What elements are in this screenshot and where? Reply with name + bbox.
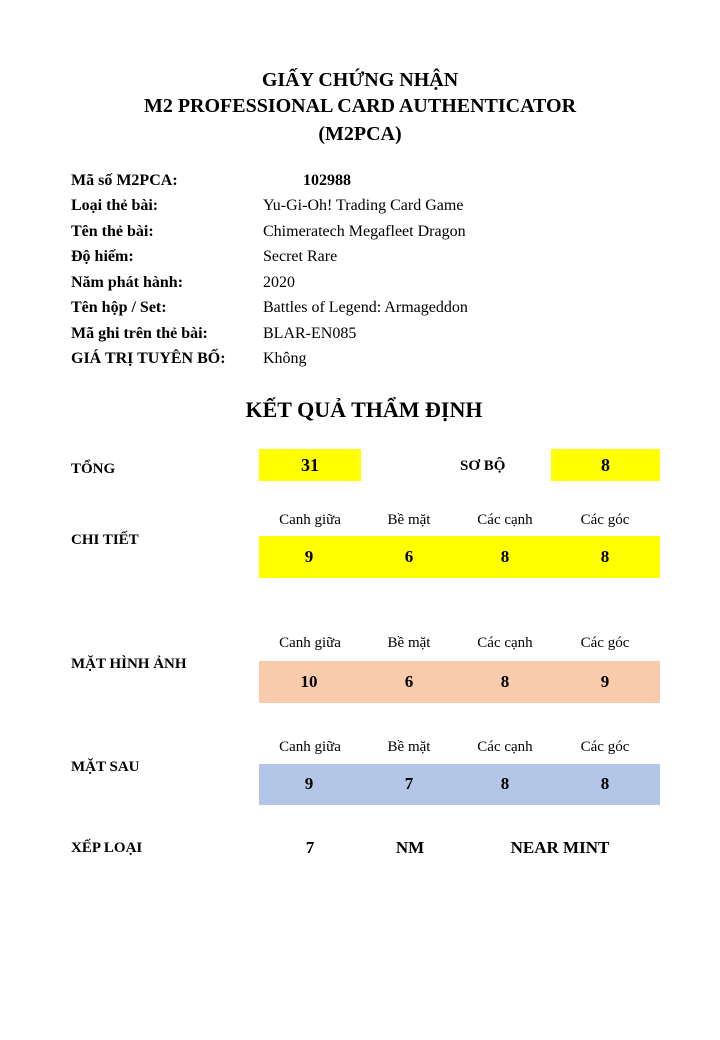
back-label: MẶT SAU xyxy=(71,759,140,775)
total-label: TỔNG xyxy=(71,461,116,477)
col-head-corners: Các góc xyxy=(580,512,630,528)
detail-surface-value: 6 xyxy=(404,547,414,566)
grade-text: NEAR MINT xyxy=(510,838,610,857)
info-label-rarity: Độ hiếm: xyxy=(71,248,134,265)
detail-edges-value: 8 xyxy=(500,547,510,566)
prelim-value-box xyxy=(551,449,660,481)
info-label-year: Năm phát hành: xyxy=(71,274,184,291)
back-surface-value: 7 xyxy=(404,774,414,793)
col-head-edges: Các cạnh xyxy=(477,739,533,755)
back-edges-value: 8 xyxy=(500,774,510,793)
col-head-corners: Các góc xyxy=(580,635,630,651)
info-value-game: Yu-Gi-Oh! Trading Card Game xyxy=(263,197,464,214)
col-head-centering: Canh giữa xyxy=(279,512,341,528)
info-value-card-name: Chimeratech Megafleet Dragon xyxy=(263,223,466,240)
prelim-label: SƠ BỘ xyxy=(460,458,506,474)
col-head-surface: Bề mặt xyxy=(387,739,431,755)
col-head-corners: Các góc xyxy=(580,739,630,755)
grade-number: 7 xyxy=(305,838,315,857)
info-value-code: 102988 xyxy=(303,172,351,189)
col-head-edges: Các cạnh xyxy=(477,512,533,528)
info-label-code: Mã số M2PCA: xyxy=(71,172,178,189)
info-label-card-code: Mã ghi trên thẻ bài: xyxy=(71,325,208,342)
info-value-set: Battles of Legend: Armageddon xyxy=(263,299,468,316)
result-title: KẾT QUẢ THẨM ĐỊNH xyxy=(245,397,483,422)
detail-label: CHI TIẾT xyxy=(71,532,139,548)
grade-abbr: NM xyxy=(395,838,425,857)
info-value-card-code: BLAR-EN085 xyxy=(263,325,357,342)
prelim-value: 8 xyxy=(601,454,610,475)
front-label: MẶT HÌNH ẢNH xyxy=(71,656,187,672)
info-label-set: Tên hộp / Set: xyxy=(71,299,167,316)
detail-centering-value: 9 xyxy=(304,547,314,566)
col-head-centering: Canh giữa xyxy=(279,739,341,755)
total-value: 31 xyxy=(301,454,319,475)
front-edges-value: 8 xyxy=(500,672,510,691)
col-head-edges: Các cạnh xyxy=(477,635,533,651)
certificate-title: GIẤY CHỨNG NHẬN xyxy=(261,69,459,91)
back-corners-value: 8 xyxy=(600,774,610,793)
col-head-surface: Bề mặt xyxy=(387,512,431,528)
info-label-card-name: Tên thẻ bài: xyxy=(71,223,154,240)
col-head-surface: Bề mặt xyxy=(387,635,431,651)
front-centering-value: 10 xyxy=(300,672,318,691)
back-centering-value: 9 xyxy=(304,774,314,793)
authenticator-abbr: (M2PCA) xyxy=(318,123,402,145)
col-head-centering: Canh giữa xyxy=(279,635,341,651)
grade-label: XẾP LOẠI xyxy=(71,840,143,856)
detail-corners-value: 8 xyxy=(600,547,610,566)
info-label-game: Loại thẻ bài: xyxy=(71,197,159,214)
info-value-declared-value: Không xyxy=(263,350,307,367)
info-value-rarity: Secret Rare xyxy=(263,248,338,265)
front-surface-value: 6 xyxy=(404,672,414,691)
front-corners-value: 9 xyxy=(600,672,610,691)
info-value-year: 2020 xyxy=(263,274,295,291)
info-label-declared-value: GIÁ TRỊ TUYÊN BỐ: xyxy=(71,350,226,367)
total-value-box xyxy=(259,449,361,481)
authenticator-name: M2 PROFESSIONAL CARD AUTHENTICATOR xyxy=(143,95,577,117)
